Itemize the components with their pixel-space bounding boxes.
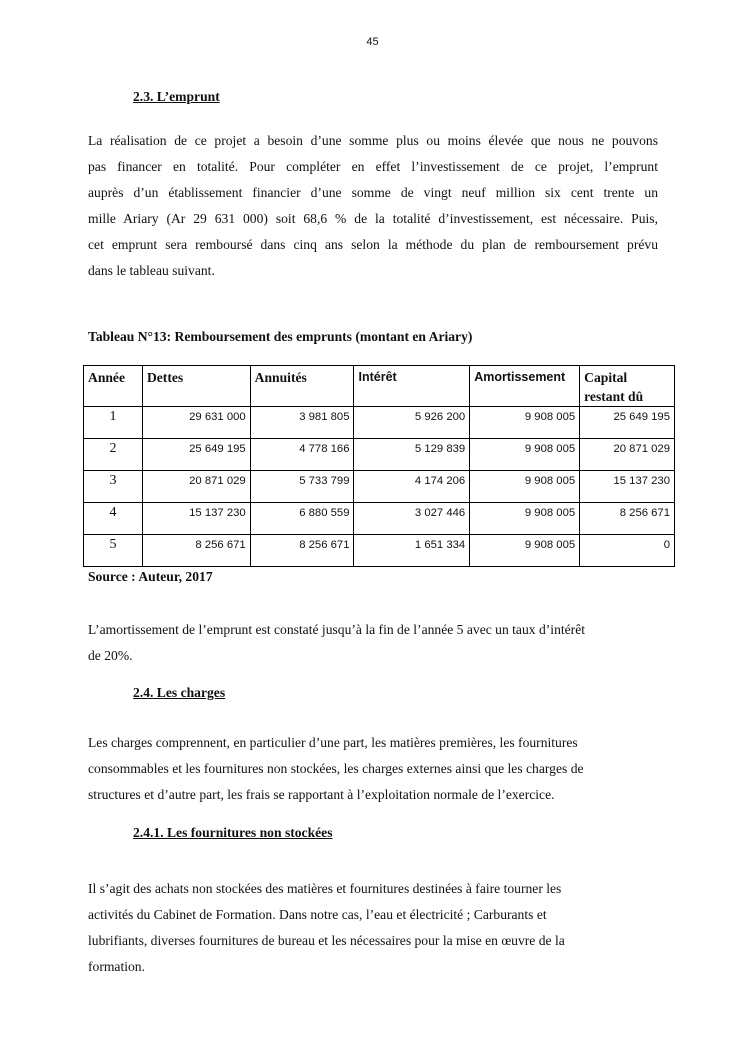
section-heading-2-4: 2.4. Les charges [133, 685, 226, 700]
table-row [84, 439, 675, 471]
text-line: L’amortissement de l’emprunt est constaté jusqu’à la fin de l’année 5 avec un taux d’intérêt [88, 622, 586, 637]
cell-capital-restant: 20 871 029 [580, 439, 675, 471]
cell-dettes: 15 137 230 [142, 503, 250, 535]
text-line: La réalisation de ce projet a besoin d’une somme plus ou moins élevée que nous ne pouvons [88, 133, 658, 148]
text-line: activités du Cabinet de Formation. Dans notre cas, l’eau et électricité ; Carburants et [88, 907, 547, 922]
cell-amortissement: 9 908 005 [470, 407, 580, 439]
cell-amortissement: 9 908 005 [470, 471, 580, 503]
cell-annuites: 3 981 805 [250, 407, 354, 439]
cell-capital-restant: 15 137 230 [580, 471, 675, 503]
table-row [84, 535, 675, 567]
header-interet: Intérêt [354, 366, 470, 407]
cell-amortissement: 9 908 005 [470, 535, 580, 567]
cell-annee: 2 [84, 439, 143, 471]
section-heading-2-3: 2.3. L’emprunt [133, 89, 220, 104]
cell-interet: 5 926 200 [354, 407, 470, 439]
cell-dettes: 20 871 029 [142, 471, 250, 503]
cell-dettes: 25 649 195 [142, 439, 250, 471]
text-line: pas financer en totalité. Pour compléter en effet l’investissement de ce projet, l’emprunt [88, 159, 658, 174]
cell-capital-restant: 25 649 195 [580, 407, 675, 439]
table-source: Source : Auteur, 2017 [88, 569, 213, 584]
page-number: 45 [366, 36, 379, 48]
cell-interet: 4 174 206 [354, 471, 470, 503]
cell-dettes: 8 256 671 [142, 535, 250, 567]
header-amortissement: Amortissement [470, 366, 580, 407]
text-line: Les charges comprennent, en particulier d’une part, les matières premières, les fournitures [88, 735, 578, 750]
header-dettes: Dettes [142, 366, 250, 407]
header-annee: Année [84, 366, 143, 407]
cell-annuites: 8 256 671 [250, 535, 354, 567]
text-line: dans le tableau suivant. [88, 263, 215, 278]
text-line: Il s’agit des achats non stockées des matières et fournitures destinées à faire tourner les [88, 881, 562, 896]
section-heading-2-4-1: 2.4.1. Les fournitures non stockées [133, 825, 333, 840]
table-row [84, 407, 675, 439]
paragraph-charges [88, 730, 658, 808]
text-line: structures et d’autre part, les frais se rapportant à l’exploitation normale de l’exercice. [88, 787, 555, 802]
text-line: auprès d’un établissement financier d’une somme de vingt neuf million six cent trente un [88, 185, 658, 200]
cell-annuites: 6 880 559 [250, 503, 354, 535]
cell-capital-restant: 8 256 671 [580, 503, 675, 535]
cell-annee: 4 [84, 503, 143, 535]
table-row [84, 471, 675, 503]
cell-annee: 1 [84, 407, 143, 439]
cell-dettes: 29 631 000 [142, 407, 250, 439]
cell-annuites: 5 733 799 [250, 471, 354, 503]
cell-amortissement: 9 908 005 [470, 439, 580, 471]
cell-interet: 3 027 446 [354, 503, 470, 535]
repayment-table [83, 365, 675, 567]
text-line: consommables et les fournitures non stockées, les charges externes ainsi que les charges de [88, 761, 584, 776]
cell-interet: 5 129 839 [354, 439, 470, 471]
text-line: formation. [88, 959, 146, 974]
cell-interet: 1 651 334 [354, 535, 470, 567]
cell-capital-restant: 0 [580, 535, 675, 567]
cell-amortissement: 9 908 005 [470, 503, 580, 535]
paragraph-emprunt [88, 128, 658, 284]
table-caption: Tableau N°13: Remboursement des emprunts (montant en Ariary) [88, 329, 473, 344]
text-line: de 20%. [88, 648, 133, 663]
cell-annee: 3 [84, 471, 143, 503]
header-annuites: Annuités [250, 366, 354, 407]
cell-annee: 5 [84, 535, 143, 567]
paragraph-fournitures [88, 876, 658, 980]
text-line: cet emprunt sera remboursé dans cinq ans selon la méthode du plan de remboursement prévu [88, 237, 658, 252]
cell-annuites: 4 778 166 [250, 439, 354, 471]
text-line: lubrifiants, diverses fournitures de bureau et les nécessaires pour la mise en œuvre de la [88, 933, 565, 948]
header-capital-restant: Capital restant dû [580, 366, 675, 407]
text-line: mille Ariary (Ar 29 631 000) soit 68,6 % de la totalité d’investissement, est nécessaire. Puis, [88, 211, 658, 226]
table-header-row [84, 366, 675, 407]
table-row [84, 503, 675, 535]
paragraph-amortissement [88, 617, 658, 669]
